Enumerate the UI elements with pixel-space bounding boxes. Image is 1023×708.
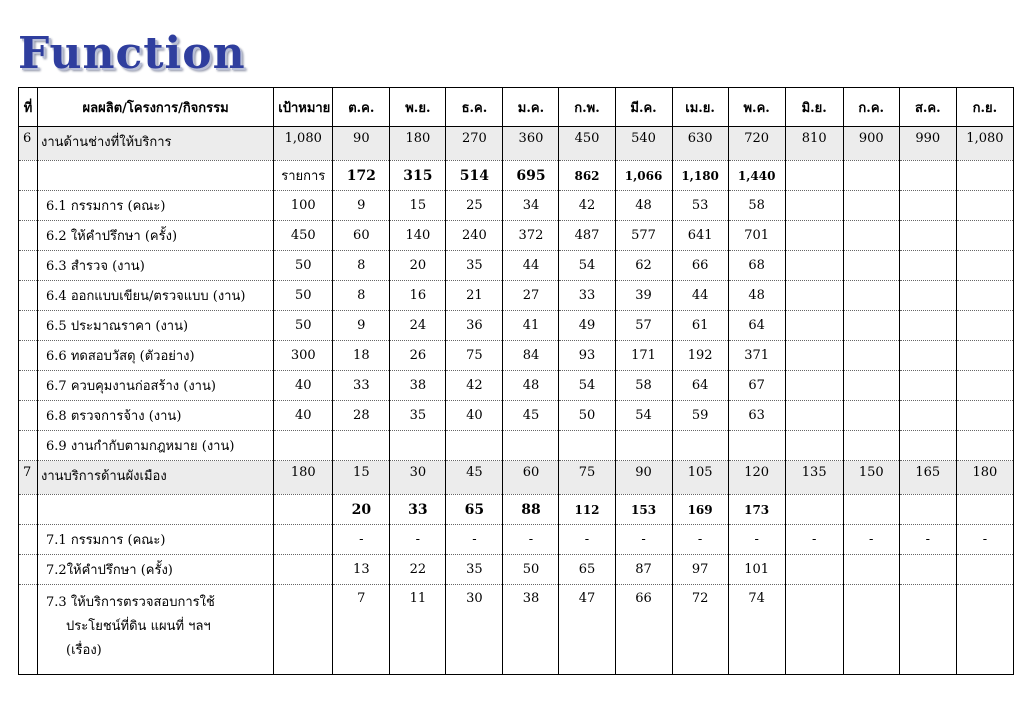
item-value [899, 311, 956, 341]
item-value [785, 555, 843, 585]
item-value: 58 [728, 191, 785, 221]
item-value: 577 [615, 221, 672, 251]
plan-value: 120 [728, 461, 785, 495]
actual-value: 1,440 [728, 161, 785, 191]
plan-value: 360 [503, 127, 559, 161]
item-row [19, 555, 1014, 585]
item-value: 58 [615, 371, 672, 401]
plan-value: 90 [333, 127, 390, 161]
item-value [333, 431, 390, 461]
item-value [899, 281, 956, 311]
plan-value: 60 [503, 461, 559, 495]
header-month: ธ.ค. [446, 88, 503, 127]
item-value: 64 [728, 311, 785, 341]
item-label: 6.8 ตรวจการจ้าง (งาน) [38, 401, 274, 431]
item-value: 57 [615, 311, 672, 341]
item-value: - [559, 525, 615, 555]
item-value: 21 [446, 281, 503, 311]
plan-value: 180 [390, 127, 446, 161]
item-value [899, 341, 956, 371]
item-value: 67 [728, 371, 785, 401]
item-value [843, 585, 899, 675]
item-value [446, 431, 503, 461]
empty-cell [19, 341, 38, 371]
item-value [559, 431, 615, 461]
item-label: 6.4 ออกแบบเขียน/ตรวจแบบ (งาน) [38, 281, 274, 311]
item-value: - [615, 525, 672, 555]
plan-value: 135 [785, 461, 843, 495]
item-row [19, 371, 1014, 401]
plan-value: 15 [333, 461, 390, 495]
actual-value: 65 [446, 495, 503, 525]
header-no: ที่ [19, 88, 38, 127]
actual-value [785, 161, 843, 191]
item-value [785, 431, 843, 461]
plan-value: 810 [785, 127, 843, 161]
item-value: 22 [390, 555, 446, 585]
item-value: 11 [390, 585, 446, 675]
item-label: 6.3 สำรวจ (งาน) [38, 251, 274, 281]
plan-value: 105 [672, 461, 728, 495]
item-value: 192 [672, 341, 728, 371]
item-value [728, 431, 785, 461]
item-value [843, 555, 899, 585]
item-value: 68 [728, 251, 785, 281]
item-value: 8 [333, 251, 390, 281]
header-item: ผลผลิต/โครงการ/กิจกรรม [38, 88, 274, 127]
item-value [899, 191, 956, 221]
item-value: 62 [615, 251, 672, 281]
plan-value: 720 [728, 127, 785, 161]
plan-value: 75 [559, 461, 615, 495]
actual-value: 33 [390, 495, 446, 525]
item-row [19, 311, 1014, 341]
item-value: 39 [615, 281, 672, 311]
empty-cell [19, 191, 38, 221]
item-value: 35 [446, 251, 503, 281]
item-label: 6.9 งานกำกับตามกฎหมาย (งาน) [38, 431, 274, 461]
plan-value: 900 [843, 127, 899, 161]
item-value: 93 [559, 341, 615, 371]
section-target: 180 [274, 461, 333, 495]
actual-value [785, 495, 843, 525]
empty-cell [19, 281, 38, 311]
item-label-line: ประโยชน์ที่ดิน แผนที่ ฯลฯ [66, 619, 211, 634]
item-value: 27 [503, 281, 559, 311]
empty-cell [19, 525, 38, 555]
item-label: 6.7 ควบคุมงานก่อสร้าง (งาน) [38, 371, 274, 401]
item-value: 15 [390, 191, 446, 221]
item-value: 33 [559, 281, 615, 311]
item-label: 7.1 กรรมการ (คณะ) [38, 525, 274, 555]
item-target: 50 [274, 251, 333, 281]
item-value [956, 311, 1013, 341]
item-value: 64 [672, 371, 728, 401]
item-value [899, 401, 956, 431]
item-value [843, 401, 899, 431]
item-target: 50 [274, 281, 333, 311]
item-label: 7.2ให้คำปรึกษา (ครั้ง) [38, 555, 274, 585]
item-value: 66 [672, 251, 728, 281]
item-value [956, 281, 1013, 311]
plan-value: 30 [390, 461, 446, 495]
item-target [274, 555, 333, 585]
item-value: 641 [672, 221, 728, 251]
page-title: Function [18, 28, 246, 79]
item-value [843, 431, 899, 461]
item-value [843, 221, 899, 251]
item-value [785, 221, 843, 251]
header-month: ก.ค. [843, 88, 899, 127]
header-month: ก.พ. [559, 88, 615, 127]
item-value: 33 [333, 371, 390, 401]
item-value [843, 371, 899, 401]
item-target: 40 [274, 401, 333, 431]
item-value: 40 [446, 401, 503, 431]
section-plan-row [19, 461, 1014, 495]
item-value: 44 [672, 281, 728, 311]
item-value: 54 [559, 251, 615, 281]
item-target [274, 525, 333, 555]
item-value: 45 [503, 401, 559, 431]
item-row [19, 251, 1014, 281]
item-value [672, 431, 728, 461]
actual-value: 1,066 [615, 161, 672, 191]
item-value: 97 [672, 555, 728, 585]
item-value: - [899, 525, 956, 555]
item-row [19, 401, 1014, 431]
item-value [899, 251, 956, 281]
item-value [390, 431, 446, 461]
item-value: 42 [446, 371, 503, 401]
section-number: 6 [19, 127, 38, 161]
item-value: 48 [503, 371, 559, 401]
item-row [19, 431, 1014, 461]
item-value: 47 [559, 585, 615, 675]
item-value [956, 251, 1013, 281]
item-value: 61 [672, 311, 728, 341]
section-target: 1,080 [274, 127, 333, 161]
item-value [785, 401, 843, 431]
item-value: 50 [559, 401, 615, 431]
item-label-line: (เรื่อง) [66, 643, 102, 658]
section-label: งานด้านช่างที่ให้บริการ [38, 127, 274, 161]
actual-value: 862 [559, 161, 615, 191]
plan-value: 540 [615, 127, 672, 161]
empty-cell [19, 221, 38, 251]
item-value: 371 [728, 341, 785, 371]
item-value: 66 [615, 585, 672, 675]
item-value: 101 [728, 555, 785, 585]
item-value [899, 221, 956, 251]
empty-cell [19, 401, 38, 431]
item-value [899, 431, 956, 461]
actual-value [956, 161, 1013, 191]
item-label: 6.5 ประมาณราคา (งาน) [38, 311, 274, 341]
actual-value: 88 [503, 495, 559, 525]
actual-value: 153 [615, 495, 672, 525]
item-label: 6.6 ทดสอบวัสดุ (ตัวอย่าง) [38, 341, 274, 371]
actual-value: 20 [333, 495, 390, 525]
item-target: 100 [274, 191, 333, 221]
section-plan-row [19, 127, 1014, 161]
plan-value: 45 [446, 461, 503, 495]
plan-value: 180 [956, 461, 1013, 495]
actual-value: 173 [728, 495, 785, 525]
item-target [274, 585, 333, 675]
item-value: 140 [390, 221, 446, 251]
item-value [785, 281, 843, 311]
item-value: 7 [333, 585, 390, 675]
item-value: 28 [333, 401, 390, 431]
item-value [956, 431, 1013, 461]
empty-cell [19, 311, 38, 341]
plan-value: 90 [615, 461, 672, 495]
header-month: เม.ย. [672, 88, 728, 127]
item-value [843, 311, 899, 341]
plan-value: 1,080 [956, 127, 1013, 161]
item-value: 38 [390, 371, 446, 401]
item-value [785, 251, 843, 281]
item-target [274, 431, 333, 461]
item-value: 18 [333, 341, 390, 371]
item-value: 59 [672, 401, 728, 431]
item-value [956, 341, 1013, 371]
item-value [956, 555, 1013, 585]
header-row [19, 88, 1014, 127]
function-table [18, 87, 1014, 675]
item-value: 48 [728, 281, 785, 311]
item-value: 63 [728, 401, 785, 431]
plan-value: 270 [446, 127, 503, 161]
item-row [19, 191, 1014, 221]
item-value: 26 [390, 341, 446, 371]
item-value [843, 281, 899, 311]
header-month: พ.ค. [728, 88, 785, 127]
item-value: 54 [615, 401, 672, 431]
item-target: 50 [274, 311, 333, 341]
item-target: 40 [274, 371, 333, 401]
actual-value [899, 161, 956, 191]
item-value [899, 585, 956, 675]
item-value: 240 [446, 221, 503, 251]
item-value: - [446, 525, 503, 555]
item-value: - [956, 525, 1013, 555]
item-value: 25 [446, 191, 503, 221]
empty-cell [19, 161, 38, 191]
header-month: ม.ค. [503, 88, 559, 127]
item-value: 44 [503, 251, 559, 281]
item-row [19, 585, 1014, 675]
item-value: 171 [615, 341, 672, 371]
item-value [785, 585, 843, 675]
item-value [785, 311, 843, 341]
actual-value: 695 [503, 161, 559, 191]
section-unit: รายการ [274, 161, 333, 191]
item-value: 49 [559, 311, 615, 341]
section-actual-row [19, 495, 1014, 525]
item-value: 54 [559, 371, 615, 401]
item-value: 13 [333, 555, 390, 585]
item-value: 20 [390, 251, 446, 281]
item-value: 34 [503, 191, 559, 221]
item-value [899, 555, 956, 585]
actual-value [843, 495, 899, 525]
item-value: 35 [390, 401, 446, 431]
item-value [956, 585, 1013, 675]
actual-value: 169 [672, 495, 728, 525]
item-value [503, 431, 559, 461]
empty-cell [19, 555, 38, 585]
actual-value: 172 [333, 161, 390, 191]
item-value: - [785, 525, 843, 555]
header-month: ส.ค. [899, 88, 956, 127]
empty-cell [19, 585, 38, 675]
item-value: 9 [333, 311, 390, 341]
item-value [956, 191, 1013, 221]
item-label: 6.2 ให้คำปรึกษา (ครั้ง) [38, 221, 274, 251]
item-label: 6.1 กรรมการ (คณะ) [38, 191, 274, 221]
item-target: 450 [274, 221, 333, 251]
item-value [843, 341, 899, 371]
header-target: เป้าหมาย [274, 88, 333, 127]
empty-cell [38, 495, 274, 525]
item-value: 8 [333, 281, 390, 311]
item-value: 84 [503, 341, 559, 371]
item-value [956, 401, 1013, 431]
item-value: 36 [446, 311, 503, 341]
section-label: งานบริการด้านผังเมือง [38, 461, 274, 495]
item-label-line: 7.3 ให้บริการตรวจสอบการใช้ [46, 595, 215, 610]
item-value: 372 [503, 221, 559, 251]
item-value [899, 371, 956, 401]
item-value [615, 431, 672, 461]
item-value: 74 [728, 585, 785, 675]
header-month: ต.ค. [333, 88, 390, 127]
item-value: 75 [446, 341, 503, 371]
empty-cell [38, 161, 274, 191]
item-value [785, 371, 843, 401]
actual-value [843, 161, 899, 191]
item-value: 60 [333, 221, 390, 251]
actual-value [956, 495, 1013, 525]
item-row [19, 341, 1014, 371]
item-value: 42 [559, 191, 615, 221]
empty-cell [19, 495, 38, 525]
header-month: มี.ค. [615, 88, 672, 127]
item-row [19, 281, 1014, 311]
empty-cell [19, 431, 38, 461]
header-month: ก.ย. [956, 88, 1013, 127]
actual-value: 514 [446, 161, 503, 191]
section-number: 7 [19, 461, 38, 495]
item-value: 50 [503, 555, 559, 585]
plan-value: 630 [672, 127, 728, 161]
item-value: 24 [390, 311, 446, 341]
item-value: 16 [390, 281, 446, 311]
item-row [19, 525, 1014, 555]
item-value: - [503, 525, 559, 555]
empty-cell [19, 371, 38, 401]
item-value: 72 [672, 585, 728, 675]
item-value: 87 [615, 555, 672, 585]
empty-cell [19, 251, 38, 281]
item-value [956, 371, 1013, 401]
actual-value: 1,180 [672, 161, 728, 191]
item-value: - [390, 525, 446, 555]
item-value: 9 [333, 191, 390, 221]
item-value [956, 221, 1013, 251]
item-value: 701 [728, 221, 785, 251]
plan-value: 150 [843, 461, 899, 495]
item-value [785, 341, 843, 371]
section-unit [274, 495, 333, 525]
plan-value: 450 [559, 127, 615, 161]
item-value: 38 [503, 585, 559, 675]
item-value [785, 191, 843, 221]
section-actual-row [19, 161, 1014, 191]
item-value: - [672, 525, 728, 555]
actual-value: 315 [390, 161, 446, 191]
plan-value: 990 [899, 127, 956, 161]
actual-value [899, 495, 956, 525]
item-row [19, 221, 1014, 251]
item-value: 65 [559, 555, 615, 585]
item-value: - [333, 525, 390, 555]
item-value: 48 [615, 191, 672, 221]
item-value [843, 251, 899, 281]
item-value: 30 [446, 585, 503, 675]
item-value: - [843, 525, 899, 555]
table-body [19, 127, 1014, 675]
item-value: - [728, 525, 785, 555]
actual-value: 112 [559, 495, 615, 525]
header-month: พ.ย. [390, 88, 446, 127]
item-value: 41 [503, 311, 559, 341]
item-value: 53 [672, 191, 728, 221]
item-value [843, 191, 899, 221]
header-month: มิ.ย. [785, 88, 843, 127]
item-label [38, 585, 274, 675]
item-target: 300 [274, 341, 333, 371]
plan-value: 165 [899, 461, 956, 495]
item-value: 487 [559, 221, 615, 251]
item-value: 35 [446, 555, 503, 585]
